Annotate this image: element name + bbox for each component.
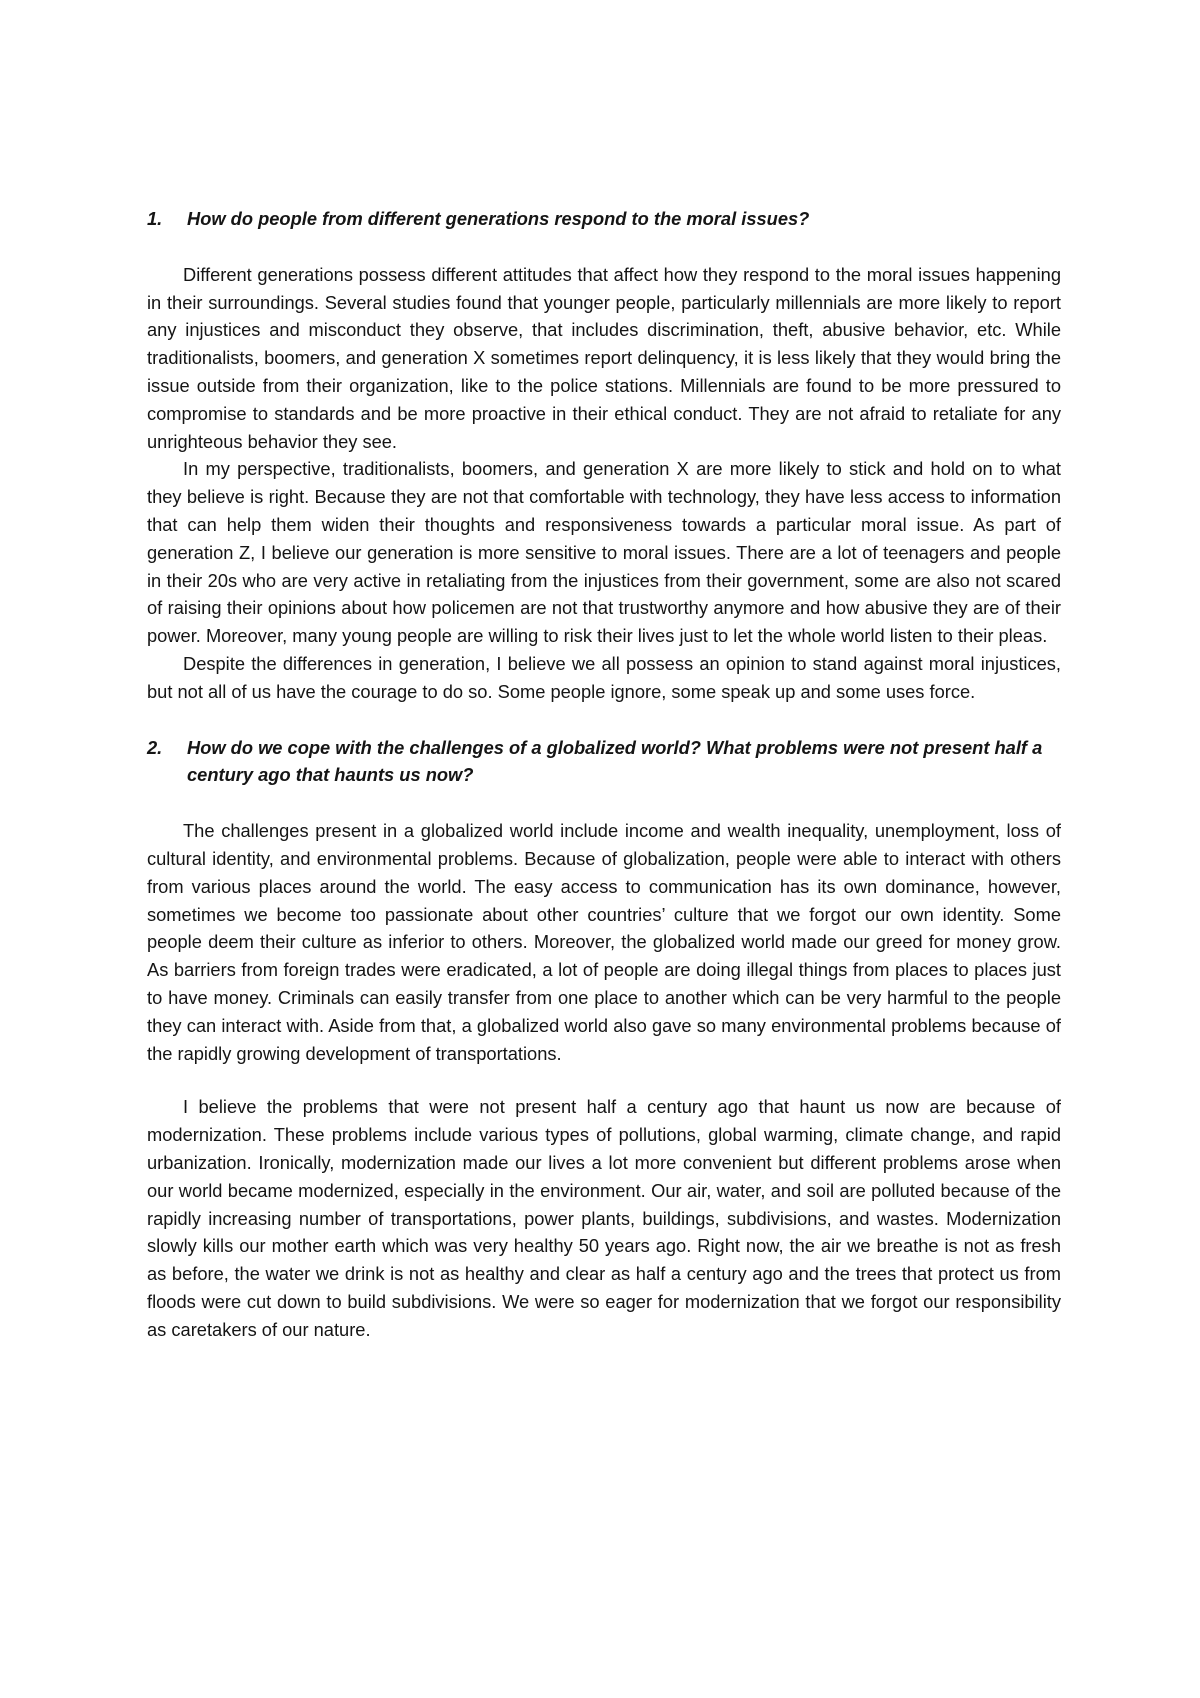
section-2-paragraph-1: The challenges present in a globalized world include income and wealth inequality, unemployment, loss of cultural identity, and environmental problems. Because of globalization, people were able to interact with others from various places around the world. The easy access to communication has its own dominance, however, sometimes we become too passionate about other countries’ culture that we forgot our own identity. Some people deem their culture as inferior to others. Moreover, the globalized world made our greed for money grow. As barriers from foreign trades were eradicated, a lot of people are doing illegal things from places to places just to have money. Criminals can easily transfer from one place to another which can be very harmful to the people they can interact with. Aside from that, a globalized world also gave so many environmental problems because of the rapidly growing development of transportations. <box>147 820 1061 1064</box>
section-1-paragraph-2: In my perspective, traditionalists, boomers, and generation X are more likely to stick and hold on to what they believe is right. Because they are not that comfortable with technology, they have less access to information that can help them widen their thoughts and responsiveness towards a particular moral issue. As part of generation Z, I believe our generation is more sensitive to moral issues. There are a lot of teenagers and people in their 20s who are very active in retaliating from the injustices from their government, some are also not scared of raising their opinions about how policemen are not that trustworthy anymore and how abusive they are of their power. Moreover, many young people are willing to risk their lives just to let the whole world listen to their pleas. <box>147 458 1061 647</box>
question-1-text: How do people from different generations respond to the moral issues? <box>187 208 810 229</box>
question-2-number: 2. <box>147 736 163 758</box>
question-2 <box>147 734 1061 790</box>
question-1 <box>147 205 1061 233</box>
section-2-paragraph-2: I believe the problems that were not present half a century ago that haunt us now are because of modernization. These problems include various types of pollutions, global warming, climate change, and rapid urbanization. Ironically, modernization made our lives a lot more convenient but different problems arose when our world became modernized, especially in the environment. Our air, water, and soil are polluted because of the rapidly increasing number of transportations, power plants, buildings, subdivisions, and wastes. Modernization slowly kills our mother earth which was very healthy 50 years ago. Right now, the air we breathe is not as fresh as before, the water we drink is not as healthy and clear as half a century ago and the trees that protect us from floods were cut down to build subdivisions. We were so eager for modernization that we forgot our responsibility as caretakers of our nature. <box>147 1096 1061 1340</box>
question-1-number: 1. <box>147 208 163 229</box>
document-content <box>147 205 1061 1343</box>
question-2-text: How do we cope with the challenges of a globalized world? What problems were not present half a century ago that haunts us now? <box>187 736 1043 786</box>
section-1-paragraph-1: Different generations possess different attitudes that affect how they respond to the moral issues happening in their surroundings. Several studies found that younger people, particularly millennials are more likely to report any injustices and misconduct they observe, that includes discrimination, theft, abusive behavior, etc. While traditionalists, boomers, and generation X sometimes report delinquency, it is less likely that they would bring the issue outside from their organization, like to the police stations. Millennials are found to be more pressured to compromise to standards and be more proactive in their ethical conduct. They are not afraid to retaliate for any unrighteous behavior they see. <box>147 263 1061 452</box>
section-1-paragraph-3: Despite the differences in generation, I believe we all possess an opinion to stand against moral injustices, but not all of us have the courage to do so. Some people ignore, some speak up and some uses force. <box>147 652 1061 702</box>
